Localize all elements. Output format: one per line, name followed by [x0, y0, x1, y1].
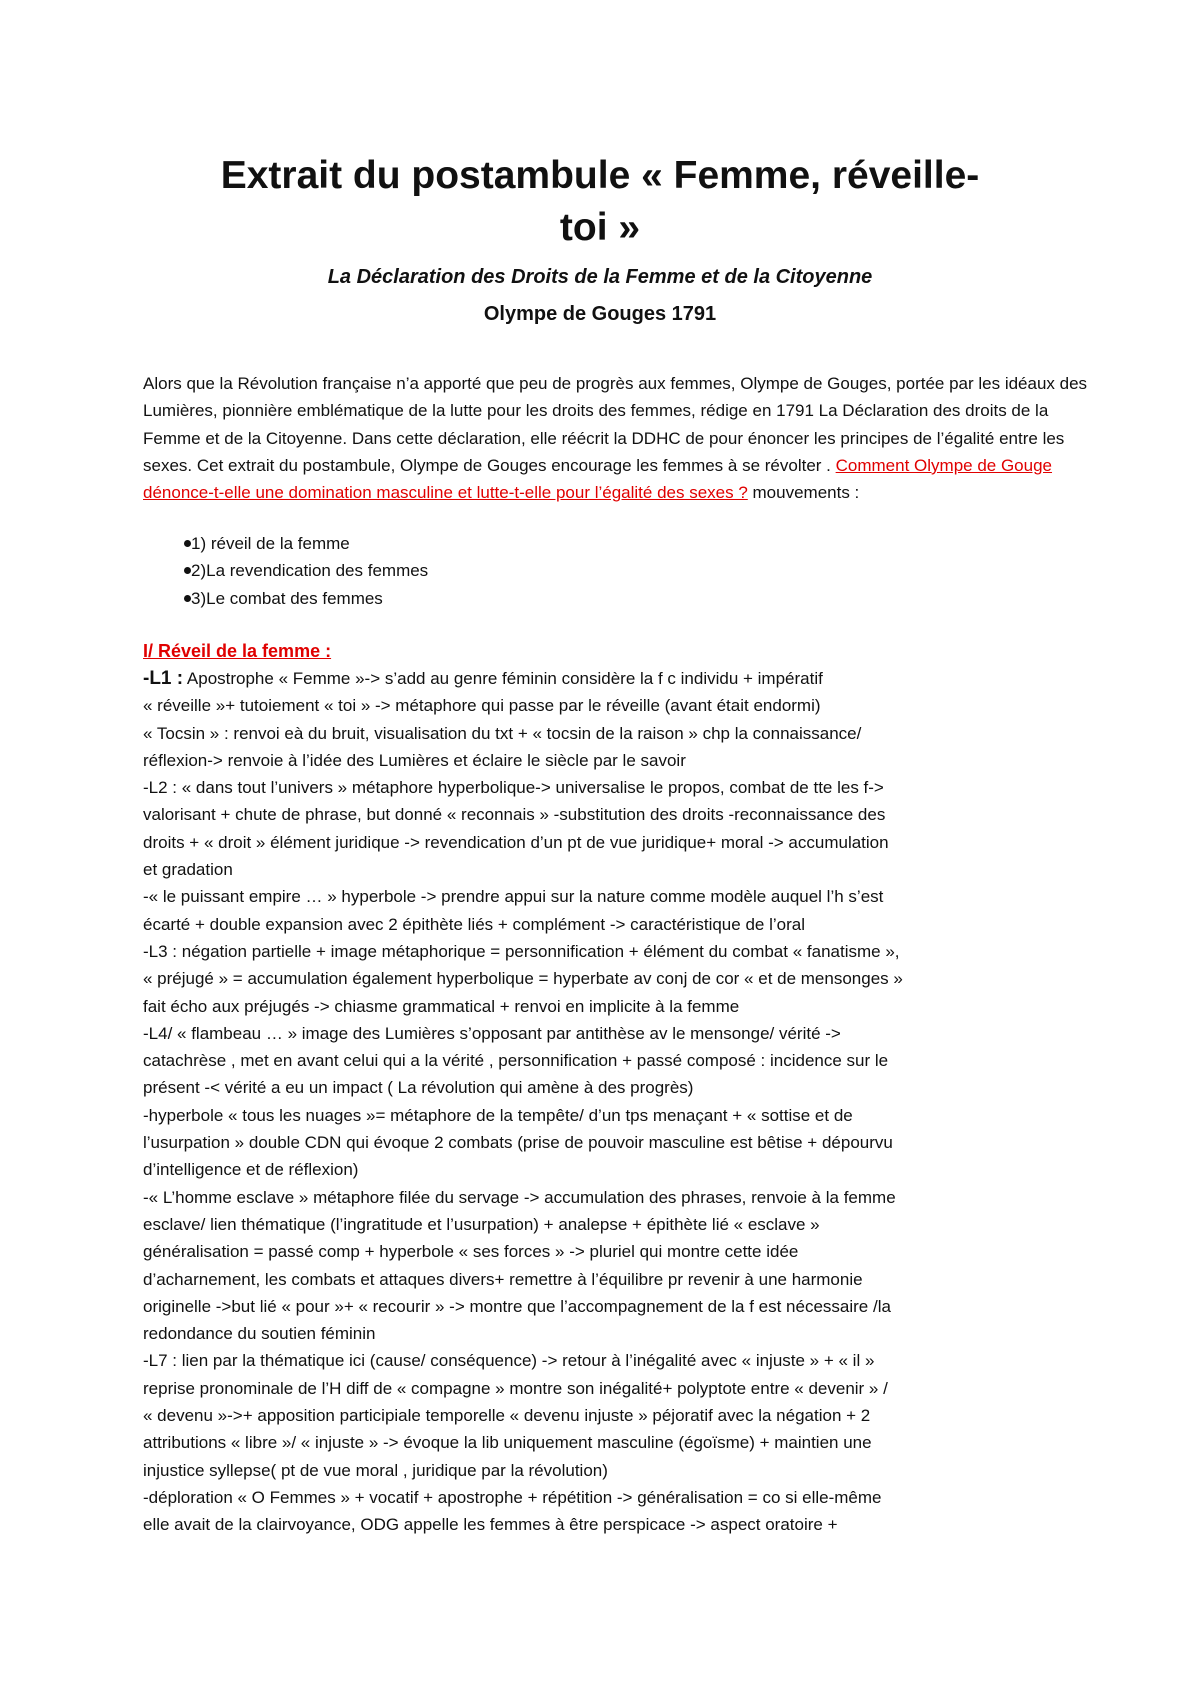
movement-label: 3)Le combat des femmes: [191, 588, 383, 608]
analysis-line: d’intelligence et de réflexion): [143, 1160, 359, 1180]
analysis-body: [143, 665, 1088, 1539]
analysis-line: -L4/ « flambeau … » image des Lumières s’opposant par antithèse av le mensonge/ vérité ->: [143, 1023, 841, 1043]
analysis-line: catachrèse , met en avant celui qui a la vérité , personnification + passé composé : incidence sur le: [143, 1051, 889, 1071]
movements-list: [143, 530, 428, 612]
analysis-line: [143, 665, 1088, 692]
section-heading: I/ Réveil de la femme :: [143, 641, 332, 661]
analysis-line: présent -< vérité a eu un impact ( La révolution qui amène à des progrès): [143, 1078, 694, 1098]
analysis-line: -« le puissant empire … » hyperbole -> prendre appui sur la nature comme modèle auquel l’h s’est: [143, 887, 884, 907]
analysis-line: -L7 : lien par la thématique ici (cause/ conséquence) -> retour à l’inégalité avec « injuste » + « il »: [143, 1351, 875, 1371]
title-line-1: Extrait du postambule « Femme, réveille-: [220, 154, 980, 197]
analysis-line: attributions « libre »/ « injuste » -> évoque la lib uniquement masculine (égoïsme) + maintien une: [143, 1433, 872, 1453]
intro-paragraph: [143, 370, 1088, 506]
analysis-line: esclave/ lien thématique (l’ingratitude et l’usurpation) + analepse + épithète lié « esclave »: [143, 1214, 820, 1234]
analysis-line: redondance du soutien féminin: [143, 1324, 376, 1344]
document-subtitle: La Déclaration des Droits de la Femme et de la Citoyenne: [327, 266, 873, 288]
analysis-line: originelle ->but lié « pour »+ « recourir » -> montre que l’accompagnement de la f est nécessaire /la: [143, 1296, 891, 1316]
list-item: [143, 585, 428, 612]
analysis-line: réflexion-> renvoie à l’idée des Lumières et éclaire le siècle par le savoir: [143, 750, 686, 770]
problem-question: Comment Olympe de Gouge dénonce-t-elle une domination masculine et lutte-t-elle pour l’égalité des sexes ?: [143, 455, 1053, 503]
document-title: [120, 150, 1080, 254]
intro-tail: mouvements :: [747, 483, 860, 503]
analysis-line: fait écho aux préjugés -> chiasme grammatical + renvoi en implicite à la femme: [143, 996, 740, 1016]
analysis-line: -déploration « O Femmes » + vocatif + apostrophe + répétition -> généralisation = co si elle-même: [143, 1487, 882, 1507]
analysis-line: d’acharnement, les combats et attaques divers+ remettre à l’équilibre pr revenir à une harmonie: [143, 1269, 863, 1289]
analysis-line: droits + « droit » élément juridique -> revendication d’un pt de vue juridique+ moral -> accumulation: [143, 832, 889, 852]
document-author: Olympe de Gouges 1791: [483, 303, 717, 325]
list-item: [143, 557, 428, 584]
analysis-line: elle avait de la clairvoyance, ODG appelle les femmes à être perspicace -> aspect oratoire +: [143, 1515, 838, 1535]
analysis-line: reprise pronominale de l’H diff de « compagne » montre son inégalité+ polyptote entre « devenir » /: [143, 1378, 888, 1398]
line-label: -L1 :: [143, 668, 184, 689]
analysis-line: « Tocsin » : renvoi eà du bruit, visualisation du txt + « tocsin de la raison » chp la connaissance/: [143, 723, 862, 743]
bullet-icon: [184, 595, 191, 602]
analysis-line: -hyperbole « tous les nuages »= métaphore de la tempête/ d’un tps menaçant + « sottise et de: [143, 1105, 853, 1125]
analysis-line: -L2 : « dans tout l’univers » métaphore hyperbolique-> universalise le propos, combat de tte les f->: [143, 778, 884, 798]
movement-label: 1) réveil de la femme: [191, 534, 350, 553]
analysis-line: -L3 : négation partielle + image métaphorique = personnification + élément du combat « fanatisme »,: [143, 941, 900, 961]
analysis-lines: [143, 692, 1088, 1538]
line-text: Apostrophe « Femme »-> s’add au genre féminin considère la f c individu + impératif: [183, 669, 823, 688]
analysis-line: « devenu »->+ apposition participiale temporelle « devenu injuste » péjoratif avec la négation + 2: [143, 1406, 871, 1426]
movement-label: 2)La revendication des femmes: [191, 561, 429, 581]
analysis-line: -« L’homme esclave » métaphore filée du servage -> accumulation des phrases, renvoie à la femme: [143, 1187, 896, 1207]
title-line-2: toi »: [559, 206, 641, 249]
analysis-line: valorisant + chute de phrase, but donné « reconnais » -substitution des droits -reconnaissance des: [143, 805, 886, 825]
analysis-line: « réveille »+ tutoiement « toi » -> métaphore qui passe par le réveille (avant était endormi): [143, 696, 821, 716]
bullet-icon: [184, 540, 191, 547]
list-item: [143, 530, 428, 557]
analysis-line: généralisation = passé comp + hyperbole « ses forces » -> pluriel qui montre cette idée: [143, 1242, 799, 1262]
analysis-line: et gradation: [143, 860, 233, 880]
analysis-line: « préjugé » = accumulation également hyperbolique = hyperbate av conj de cor « et de mensonges »: [143, 969, 903, 989]
intro-text: Alors que la Révolution française n’a apporté que peu de progrès aux femmes, Olympe de Gouges, portée par les idéaux des Lumières, pionnière emblématique de la lutte pour les droits des femmes, rédige en 1791 La Déclaration des droits de la Femme et de la Citoyenne. Dans cette déclaration, elle réécrit la DDHC de pour énoncer les principes de l’égalité entre les sexes. Cet extrait du postambule, Olympe de Gouges encourage les femmes à se révolter .: [143, 374, 1088, 475]
bullet-icon: [184, 567, 191, 574]
analysis-line: l’usurpation » double CDN qui évoque 2 combats (prise de pouvoir masculine est bêtise + dépourvu: [143, 1133, 893, 1153]
analysis-line: injustice syllepse( pt de vue moral , juridique par la révolution): [143, 1460, 608, 1480]
analysis-line: écarté + double expansion avec 2 épithète liés + complément -> caractéristique de l’oral: [143, 914, 805, 934]
